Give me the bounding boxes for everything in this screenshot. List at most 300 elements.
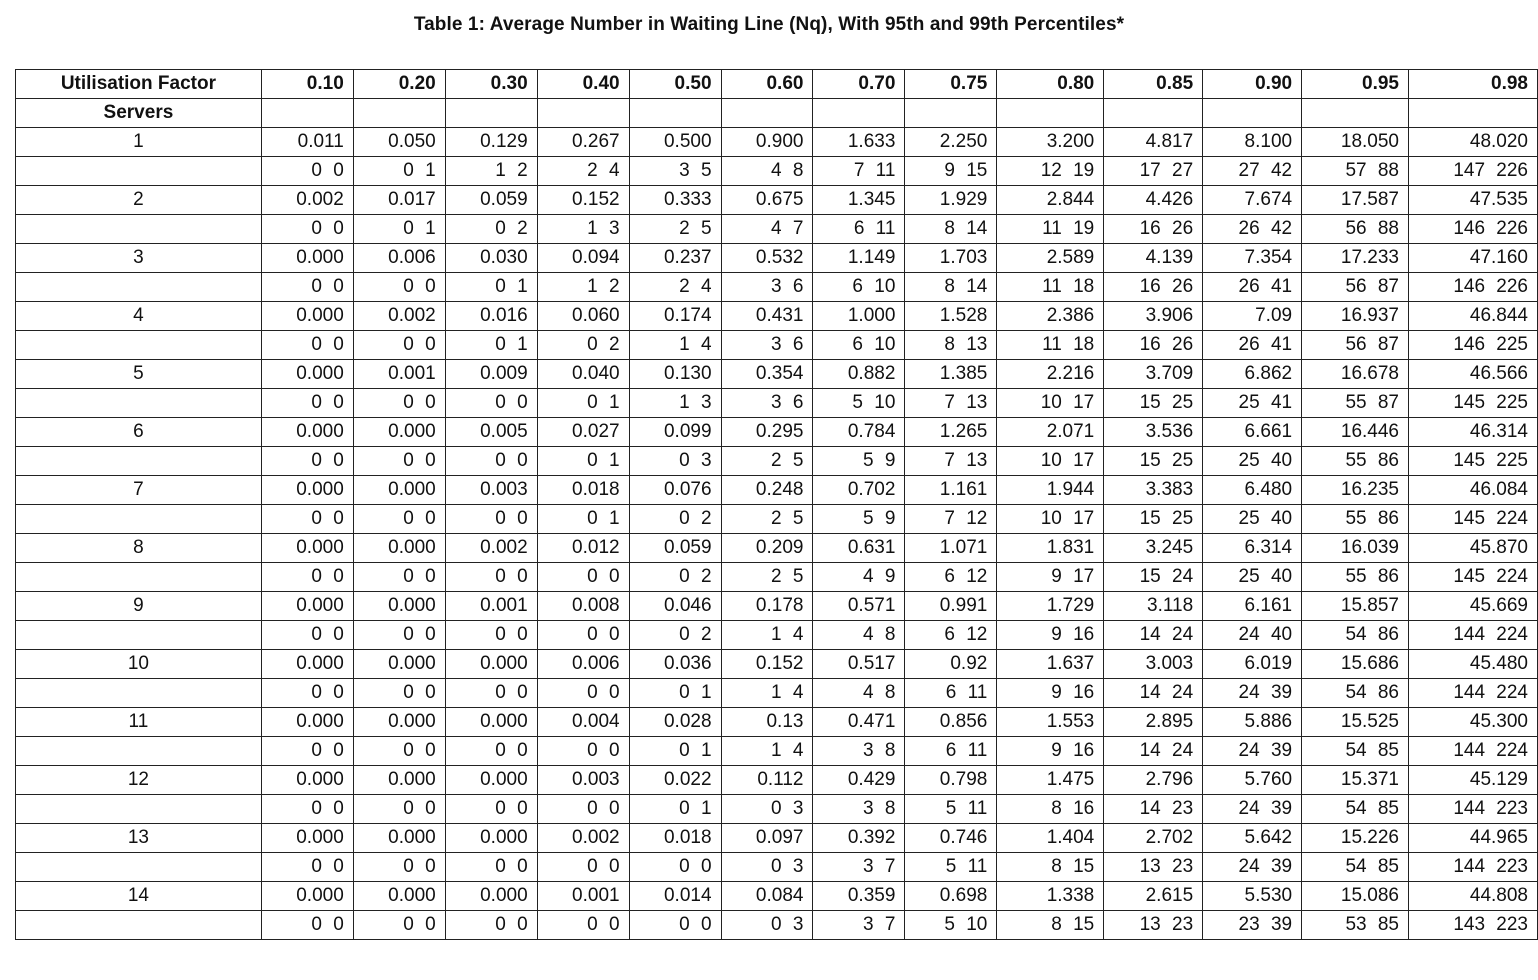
nq-value-cell: 1.475 xyxy=(997,766,1104,795)
percentile-row xyxy=(16,853,1538,882)
nq-value-cell: 17.233 xyxy=(1302,244,1409,273)
nq-value-cell: 0.099 xyxy=(629,418,721,447)
nq-value-cell: 0.000 xyxy=(261,882,353,911)
nq-row xyxy=(16,186,1538,215)
percentile-cell: 0 3 xyxy=(721,911,813,940)
percentile-cell: 143 223 xyxy=(1409,911,1538,940)
percentile-cell: 0 1 xyxy=(629,795,721,824)
nq-row xyxy=(16,534,1538,563)
percentile-cell: 0 0 xyxy=(261,447,353,476)
percentile-row xyxy=(16,737,1538,766)
nq-value-cell: 0.004 xyxy=(537,708,629,737)
nq-value-cell: 1.929 xyxy=(905,186,997,215)
nq-value-cell: 2.796 xyxy=(1104,766,1203,795)
nq-value-cell: 6.314 xyxy=(1203,534,1302,563)
waiting-line-table xyxy=(15,69,1538,940)
nq-value-cell: 0.028 xyxy=(629,708,721,737)
nq-value-cell: 0.532 xyxy=(721,244,813,273)
percentile-cell: 11 18 xyxy=(997,273,1104,302)
percentile-cell: 3 8 xyxy=(813,737,905,766)
nq-value-cell: 1.831 xyxy=(997,534,1104,563)
percentile-row xyxy=(16,911,1538,940)
nq-value-cell: 0.152 xyxy=(721,650,813,679)
utilisation-header-cell: 0.10 xyxy=(261,70,353,99)
nq-value-cell: 0.008 xyxy=(537,592,629,621)
nq-value-cell: 45.480 xyxy=(1409,650,1538,679)
nq-value-cell: 0.094 xyxy=(537,244,629,273)
nq-value-cell: 0.000 xyxy=(445,708,537,737)
percentile-cell: 0 0 xyxy=(261,157,353,186)
percentile-cell: 0 2 xyxy=(537,331,629,360)
percentile-cell: 55 86 xyxy=(1302,505,1409,534)
percentile-cell: 0 1 xyxy=(445,331,537,360)
empty-cell xyxy=(353,99,445,128)
percentile-cell: 11 18 xyxy=(997,331,1104,360)
percentile-cell: 16 26 xyxy=(1104,331,1203,360)
utilisation-header-cell: 0.30 xyxy=(445,70,537,99)
nq-value-cell: 0.000 xyxy=(353,708,445,737)
percentile-cell: 2 4 xyxy=(629,273,721,302)
nq-value-cell: 46.084 xyxy=(1409,476,1538,505)
percentile-cell: 0 0 xyxy=(261,563,353,592)
nq-value-cell: 6.480 xyxy=(1203,476,1302,505)
percentile-cell: 25 40 xyxy=(1203,563,1302,592)
nq-value-cell: 0.130 xyxy=(629,360,721,389)
nq-value-cell: 0.000 xyxy=(445,882,537,911)
nq-value-cell: 46.844 xyxy=(1409,302,1538,331)
nq-value-cell: 2.589 xyxy=(997,244,1104,273)
nq-value-cell: 0.333 xyxy=(629,186,721,215)
percentile-cell: 0 0 xyxy=(353,737,445,766)
servers-header: Servers xyxy=(16,99,262,128)
percentile-cell: 14 24 xyxy=(1104,737,1203,766)
nq-value-cell: 15.857 xyxy=(1302,592,1409,621)
percentile-cell: 5 10 xyxy=(905,911,997,940)
percentile-cell: 144 223 xyxy=(1409,795,1538,824)
percentile-cell: 0 0 xyxy=(353,795,445,824)
nq-value-cell: 0.991 xyxy=(905,592,997,621)
nq-value-cell: 0.011 xyxy=(261,128,353,157)
percentile-cell: 15 24 xyxy=(1104,563,1203,592)
nq-value-cell: 44.808 xyxy=(1409,882,1538,911)
percentile-cell: 4 7 xyxy=(721,215,813,244)
nq-value-cell: 0.429 xyxy=(813,766,905,795)
percentile-cell: 6 10 xyxy=(813,273,905,302)
nq-value-cell: 0.002 xyxy=(445,534,537,563)
nq-value-cell: 0.005 xyxy=(445,418,537,447)
empty-cell xyxy=(16,853,262,882)
nq-value-cell: 5.886 xyxy=(1203,708,1302,737)
nq-value-cell: 1.637 xyxy=(997,650,1104,679)
nq-value-cell: 0.000 xyxy=(261,650,353,679)
percentile-cell: 7 13 xyxy=(905,447,997,476)
nq-value-cell: 0.237 xyxy=(629,244,721,273)
nq-value-cell: 1.633 xyxy=(813,128,905,157)
servers-count-cell: 6 xyxy=(16,418,262,447)
nq-row xyxy=(16,128,1538,157)
percentile-cell: 145 225 xyxy=(1409,447,1538,476)
percentile-cell: 0 0 xyxy=(353,331,445,360)
percentile-cell: 15 25 xyxy=(1104,505,1203,534)
nq-value-cell: 16.039 xyxy=(1302,534,1409,563)
nq-value-cell: 16.446 xyxy=(1302,418,1409,447)
nq-value-cell: 3.536 xyxy=(1104,418,1203,447)
nq-value-cell: 0.006 xyxy=(353,244,445,273)
servers-count-cell: 4 xyxy=(16,302,262,331)
percentile-cell: 0 0 xyxy=(261,853,353,882)
nq-value-cell: 0.001 xyxy=(353,360,445,389)
percentile-cell: 0 1 xyxy=(353,157,445,186)
servers-count-cell: 8 xyxy=(16,534,262,563)
percentile-cell: 0 0 xyxy=(537,795,629,824)
percentile-cell: 9 17 xyxy=(997,563,1104,592)
percentile-cell: 0 0 xyxy=(261,331,353,360)
nq-value-cell: 4.426 xyxy=(1104,186,1203,215)
nq-value-cell: 0.000 xyxy=(261,534,353,563)
nq-row xyxy=(16,708,1538,737)
nq-value-cell: 0.076 xyxy=(629,476,721,505)
percentile-cell: 14 24 xyxy=(1104,679,1203,708)
percentile-cell: 26 41 xyxy=(1203,331,1302,360)
percentile-cell: 144 224 xyxy=(1409,621,1538,650)
percentile-row xyxy=(16,331,1538,360)
percentile-cell: 10 17 xyxy=(997,447,1104,476)
percentile-cell: 0 0 xyxy=(537,853,629,882)
percentile-cell: 5 9 xyxy=(813,505,905,534)
nq-value-cell: 3.245 xyxy=(1104,534,1203,563)
nq-value-cell: 6.019 xyxy=(1203,650,1302,679)
nq-value-cell: 1.000 xyxy=(813,302,905,331)
nq-value-cell: 0.014 xyxy=(629,882,721,911)
percentile-cell: 0 0 xyxy=(445,853,537,882)
nq-row xyxy=(16,824,1538,853)
percentile-cell: 15 25 xyxy=(1104,389,1203,418)
nq-value-cell: 0.178 xyxy=(721,592,813,621)
percentile-cell: 4 8 xyxy=(721,157,813,186)
percentile-cell: 0 0 xyxy=(353,563,445,592)
nq-value-cell: 7.354 xyxy=(1203,244,1302,273)
empty-cell xyxy=(16,911,262,940)
percentile-cell: 147 226 xyxy=(1409,157,1538,186)
percentile-row xyxy=(16,505,1538,534)
empty-cell xyxy=(16,215,262,244)
nq-row xyxy=(16,650,1538,679)
percentile-cell: 0 0 xyxy=(353,273,445,302)
nq-value-cell: 2.386 xyxy=(997,302,1104,331)
nq-value-cell: 0.000 xyxy=(353,592,445,621)
percentile-cell: 0 0 xyxy=(353,447,445,476)
nq-value-cell: 0.012 xyxy=(537,534,629,563)
nq-value-cell: 0.000 xyxy=(353,476,445,505)
nq-value-cell: 0.000 xyxy=(261,592,353,621)
percentile-cell: 144 224 xyxy=(1409,679,1538,708)
percentile-row xyxy=(16,273,1538,302)
percentile-cell: 25 40 xyxy=(1203,447,1302,476)
nq-value-cell: 0.856 xyxy=(905,708,997,737)
nq-value-cell: 0.798 xyxy=(905,766,997,795)
utilisation-header-cell: 0.80 xyxy=(997,70,1104,99)
percentile-cell: 0 0 xyxy=(261,621,353,650)
empty-cell xyxy=(445,99,537,128)
nq-row xyxy=(16,476,1538,505)
nq-value-cell: 15.086 xyxy=(1302,882,1409,911)
percentile-cell: 55 86 xyxy=(1302,563,1409,592)
percentile-cell: 1 4 xyxy=(629,331,721,360)
nq-value-cell: 6.862 xyxy=(1203,360,1302,389)
nq-value-cell: 47.160 xyxy=(1409,244,1538,273)
percentile-cell: 7 11 xyxy=(813,157,905,186)
empty-cell xyxy=(1302,99,1409,128)
empty-cell xyxy=(16,505,262,534)
nq-value-cell: 16.937 xyxy=(1302,302,1409,331)
nq-value-cell: 0.027 xyxy=(537,418,629,447)
percentile-cell: 1 3 xyxy=(537,215,629,244)
nq-value-cell: 2.071 xyxy=(997,418,1104,447)
nq-value-cell: 15.686 xyxy=(1302,650,1409,679)
nq-value-cell: 45.669 xyxy=(1409,592,1538,621)
nq-value-cell: 1.404 xyxy=(997,824,1104,853)
nq-value-cell: 0.431 xyxy=(721,302,813,331)
percentile-cell: 0 0 xyxy=(445,621,537,650)
servers-count-cell: 10 xyxy=(16,650,262,679)
percentile-cell: 13 23 xyxy=(1104,911,1203,940)
percentile-cell: 2 5 xyxy=(721,447,813,476)
percentile-cell: 8 15 xyxy=(997,911,1104,940)
servers-count-cell: 14 xyxy=(16,882,262,911)
nq-value-cell: 0.112 xyxy=(721,766,813,795)
nq-value-cell: 0.900 xyxy=(721,128,813,157)
percentile-cell: 3 7 xyxy=(813,853,905,882)
percentile-cell: 0 3 xyxy=(721,853,813,882)
percentile-cell: 56 87 xyxy=(1302,331,1409,360)
nq-value-cell: 4.139 xyxy=(1104,244,1203,273)
nq-value-cell: 0.000 xyxy=(261,708,353,737)
nq-value-cell: 0.746 xyxy=(905,824,997,853)
percentile-cell: 0 0 xyxy=(353,389,445,418)
percentile-cell: 26 42 xyxy=(1203,215,1302,244)
percentile-cell: 8 14 xyxy=(905,215,997,244)
percentile-cell: 14 24 xyxy=(1104,621,1203,650)
percentile-cell: 145 224 xyxy=(1409,505,1538,534)
utilisation-header-cell: 0.90 xyxy=(1203,70,1302,99)
percentile-cell: 54 85 xyxy=(1302,737,1409,766)
nq-value-cell: 0.006 xyxy=(537,650,629,679)
nq-value-cell: 0.050 xyxy=(353,128,445,157)
percentile-cell: 13 23 xyxy=(1104,853,1203,882)
nq-row xyxy=(16,418,1538,447)
nq-value-cell: 0.000 xyxy=(445,766,537,795)
nq-value-cell: 15.371 xyxy=(1302,766,1409,795)
percentile-cell: 6 12 xyxy=(905,563,997,592)
empty-cell xyxy=(537,99,629,128)
percentile-cell: 6 11 xyxy=(905,679,997,708)
nq-value-cell: 0.017 xyxy=(353,186,445,215)
empty-cell xyxy=(16,679,262,708)
nq-value-cell: 0.000 xyxy=(353,418,445,447)
percentile-cell: 0 0 xyxy=(353,505,445,534)
percentile-cell: 144 224 xyxy=(1409,737,1538,766)
nq-value-cell: 1.385 xyxy=(905,360,997,389)
percentile-row xyxy=(16,563,1538,592)
percentile-cell: 0 0 xyxy=(445,679,537,708)
servers-count-cell: 5 xyxy=(16,360,262,389)
nq-value-cell: 16.678 xyxy=(1302,360,1409,389)
percentile-cell: 9 16 xyxy=(997,679,1104,708)
percentile-cell: 16 26 xyxy=(1104,215,1203,244)
nq-value-cell: 8.100 xyxy=(1203,128,1302,157)
utilisation-factor-header: Utilisation Factor xyxy=(16,70,262,99)
percentile-cell: 0 1 xyxy=(445,273,537,302)
empty-cell xyxy=(629,99,721,128)
empty-cell xyxy=(16,621,262,650)
nq-value-cell: 46.314 xyxy=(1409,418,1538,447)
percentile-cell: 54 85 xyxy=(1302,795,1409,824)
nq-value-cell: 0.000 xyxy=(445,824,537,853)
nq-value-cell: 6.661 xyxy=(1203,418,1302,447)
percentile-cell: 0 0 xyxy=(261,273,353,302)
percentile-cell: 0 1 xyxy=(629,737,721,766)
nq-value-cell: 0.000 xyxy=(261,824,353,853)
nq-value-cell: 0.002 xyxy=(537,824,629,853)
nq-value-cell: 0.000 xyxy=(353,766,445,795)
nq-value-cell: 2.702 xyxy=(1104,824,1203,853)
percentile-cell: 3 5 xyxy=(629,157,721,186)
nq-value-cell: 3.906 xyxy=(1104,302,1203,331)
nq-value-cell: 1.265 xyxy=(905,418,997,447)
percentile-row xyxy=(16,621,1538,650)
percentile-cell: 25 40 xyxy=(1203,505,1302,534)
nq-value-cell: 2.615 xyxy=(1104,882,1203,911)
percentile-cell: 10 17 xyxy=(997,505,1104,534)
percentile-cell: 0 3 xyxy=(721,795,813,824)
empty-cell xyxy=(1409,99,1538,128)
percentile-cell: 145 225 xyxy=(1409,389,1538,418)
empty-cell xyxy=(813,99,905,128)
nq-value-cell: 0.000 xyxy=(445,650,537,679)
percentile-row xyxy=(16,389,1538,418)
percentile-cell: 7 12 xyxy=(905,505,997,534)
percentile-cell: 0 0 xyxy=(261,737,353,766)
percentile-cell: 4 8 xyxy=(813,621,905,650)
nq-value-cell: 0.000 xyxy=(353,882,445,911)
percentile-cell: 0 0 xyxy=(445,389,537,418)
percentile-cell: 0 0 xyxy=(537,911,629,940)
nq-value-cell: 15.525 xyxy=(1302,708,1409,737)
percentile-cell: 6 12 xyxy=(905,621,997,650)
percentile-cell: 5 10 xyxy=(813,389,905,418)
percentile-cell: 55 86 xyxy=(1302,447,1409,476)
percentile-row xyxy=(16,447,1538,476)
nq-value-cell: 0.000 xyxy=(261,476,353,505)
percentile-cell: 0 2 xyxy=(445,215,537,244)
nq-value-cell: 0.471 xyxy=(813,708,905,737)
nq-value-cell: 0.392 xyxy=(813,824,905,853)
nq-value-cell: 3.003 xyxy=(1104,650,1203,679)
nq-value-cell: 3.200 xyxy=(997,128,1104,157)
percentile-cell: 24 39 xyxy=(1203,795,1302,824)
nq-row xyxy=(16,302,1538,331)
nq-value-cell: 2.844 xyxy=(997,186,1104,215)
nq-value-cell: 0.267 xyxy=(537,128,629,157)
percentile-cell: 12 19 xyxy=(997,157,1104,186)
nq-value-cell: 7.674 xyxy=(1203,186,1302,215)
percentile-cell: 16 26 xyxy=(1104,273,1203,302)
nq-value-cell: 1.528 xyxy=(905,302,997,331)
percentile-cell: 0 0 xyxy=(261,215,353,244)
percentile-cell: 0 0 xyxy=(261,389,353,418)
nq-value-cell: 0.209 xyxy=(721,534,813,563)
percentile-cell: 2 5 xyxy=(721,563,813,592)
nq-value-cell: 0.675 xyxy=(721,186,813,215)
servers-count-cell: 12 xyxy=(16,766,262,795)
percentile-cell: 27 42 xyxy=(1203,157,1302,186)
percentile-cell: 6 11 xyxy=(905,737,997,766)
percentile-cell: 0 0 xyxy=(353,621,445,650)
nq-value-cell: 18.050 xyxy=(1302,128,1409,157)
percentile-cell: 24 39 xyxy=(1203,853,1302,882)
utilisation-header-cell: 0.75 xyxy=(905,70,997,99)
table-body xyxy=(16,128,1538,940)
nq-value-cell: 0.000 xyxy=(261,360,353,389)
servers-header-row xyxy=(16,99,1538,128)
percentile-cell: 146 226 xyxy=(1409,215,1538,244)
utilisation-header-cell: 0.60 xyxy=(721,70,813,99)
nq-value-cell: 16.235 xyxy=(1302,476,1409,505)
nq-value-cell: 0.018 xyxy=(629,824,721,853)
nq-value-cell: 1.553 xyxy=(997,708,1104,737)
empty-cell xyxy=(16,273,262,302)
empty-cell xyxy=(1104,99,1203,128)
nq-value-cell: 0.000 xyxy=(353,534,445,563)
percentile-cell: 0 1 xyxy=(629,679,721,708)
servers-count-cell: 9 xyxy=(16,592,262,621)
percentile-cell: 0 0 xyxy=(353,911,445,940)
servers-count-cell: 11 xyxy=(16,708,262,737)
nq-value-cell: 0.698 xyxy=(905,882,997,911)
nq-value-cell: 0.030 xyxy=(445,244,537,273)
percentile-cell: 4 8 xyxy=(813,679,905,708)
empty-cell xyxy=(16,795,262,824)
nq-value-cell: 0.002 xyxy=(261,186,353,215)
percentile-cell: 0 0 xyxy=(261,795,353,824)
percentile-cell: 1 2 xyxy=(445,157,537,186)
percentile-cell: 0 3 xyxy=(629,447,721,476)
empty-cell xyxy=(261,99,353,128)
percentile-cell: 6 10 xyxy=(813,331,905,360)
percentile-cell: 53 85 xyxy=(1302,911,1409,940)
servers-count-cell: 13 xyxy=(16,824,262,853)
nq-value-cell: 2.216 xyxy=(997,360,1104,389)
nq-value-cell: 45.129 xyxy=(1409,766,1538,795)
utilisation-header-cell: 0.98 xyxy=(1409,70,1538,99)
percentile-cell: 3 6 xyxy=(721,389,813,418)
nq-value-cell: 0.354 xyxy=(721,360,813,389)
percentile-cell: 0 0 xyxy=(629,853,721,882)
nq-value-cell: 0.001 xyxy=(445,592,537,621)
nq-value-cell: 5.642 xyxy=(1203,824,1302,853)
nq-value-cell: 0.359 xyxy=(813,882,905,911)
nq-value-cell: 0.517 xyxy=(813,650,905,679)
nq-value-cell: 0.000 xyxy=(261,244,353,273)
nq-value-cell: 0.084 xyxy=(721,882,813,911)
percentile-cell: 11 19 xyxy=(997,215,1104,244)
nq-value-cell: 0.000 xyxy=(261,418,353,447)
percentile-cell: 0 0 xyxy=(445,737,537,766)
percentile-cell: 0 0 xyxy=(629,911,721,940)
percentile-cell: 57 88 xyxy=(1302,157,1409,186)
utilisation-header-cell: 0.40 xyxy=(537,70,629,99)
nq-value-cell: 2.895 xyxy=(1104,708,1203,737)
